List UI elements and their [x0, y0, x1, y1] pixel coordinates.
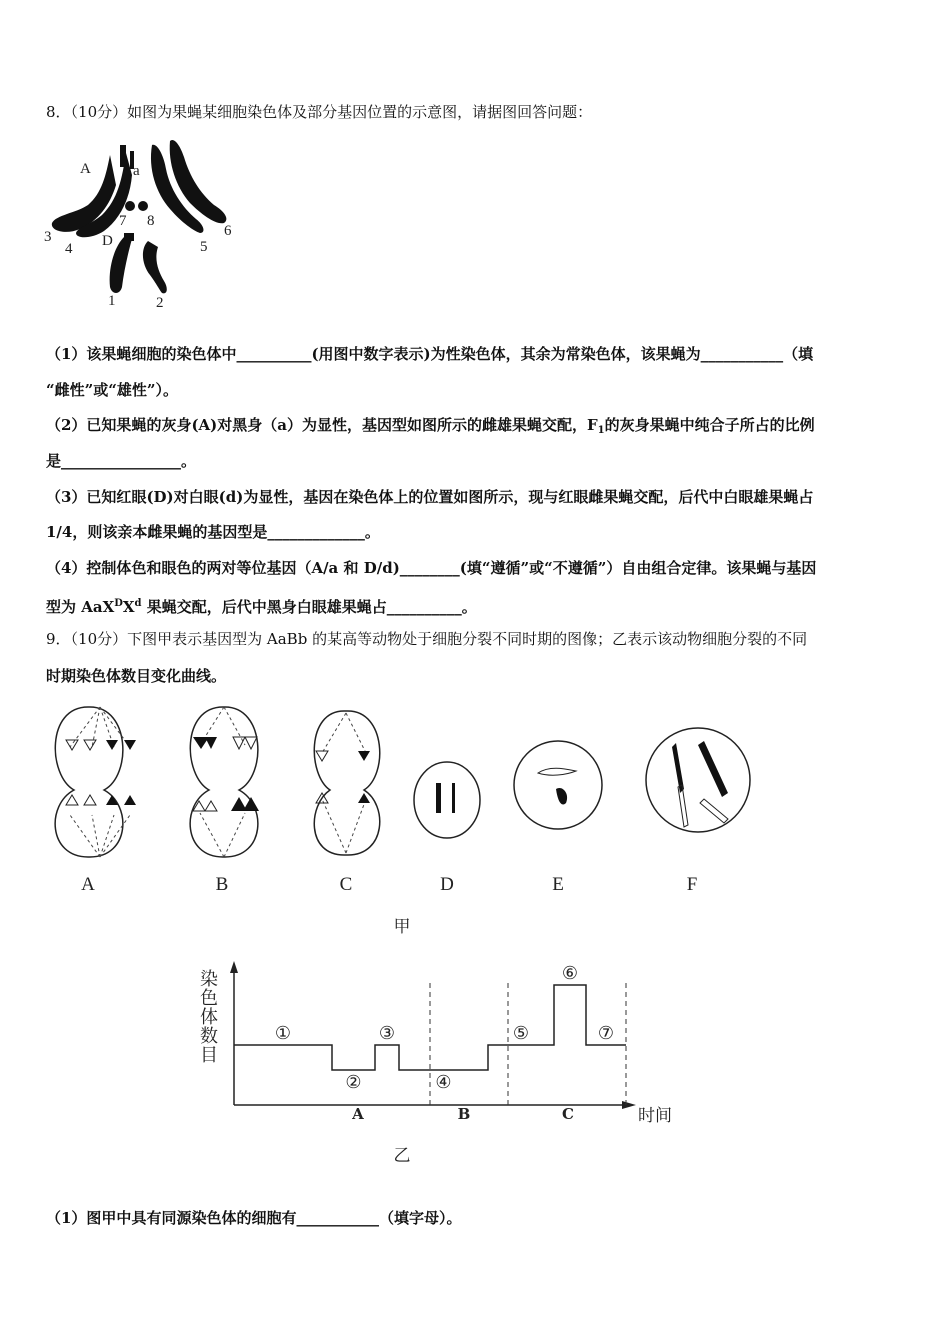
chromosome-count-chart: [190, 955, 710, 1170]
gene-label-a: a: [133, 163, 140, 179]
phase-label-B: B: [457, 1105, 471, 1123]
segment-label: ⑥: [561, 963, 579, 984]
phase-label-C: C: [562, 1105, 574, 1123]
y-axis-label-char: 体: [200, 1007, 218, 1028]
cell-label-B: B: [215, 874, 229, 895]
y-axis-label-char: 数: [200, 1026, 218, 1047]
segment-label: ⑦: [597, 1023, 615, 1044]
q9-part1: （1）图甲中具有同源染色体的细胞有___________（填字母）。: [46, 1209, 462, 1227]
x-axis-arrow: [622, 1101, 636, 1109]
cell-F: [646, 728, 750, 832]
cell-label-A: A: [81, 874, 95, 895]
segment-label: ⑤: [512, 1023, 530, 1044]
label-7: 7: [119, 213, 127, 229]
q8-part4-line2: 型为 $AaX^DX^d$ 果蝇交配，后代中黑身白眼雄果蝇占__________。: [46, 598, 477, 616]
y-axis-label-char: 染: [200, 969, 218, 990]
cell-C: [314, 711, 379, 855]
y-axis-label-char: 色: [200, 988, 218, 1009]
q8-part2-line2: 是________________。: [46, 452, 197, 470]
chromosome-1: [110, 237, 132, 293]
q8-part2-line1: （2）已知果蝇的灰身(A)对黑身（a）为显性，基因型如图所示的雌雄果蝇交配，$F_1$的灰身果蝇中纯合子所占的比例: [46, 416, 815, 436]
segment-label: ③: [378, 1023, 396, 1044]
q8-part1-line2: “雌性”或“雄性”）。: [46, 381, 179, 399]
cell-label-E: E: [552, 874, 564, 895]
segment-label: ②: [345, 1072, 362, 1093]
figure-caption-jia: 甲: [393, 917, 411, 937]
q8-part1-line1: （1）该果蝇细胞的染色体中__________(用图中数字表示)为性染色体，其余为常染色体，该果蝇为___________（填: [46, 345, 814, 363]
gene-label-A: A: [80, 161, 91, 177]
cell-figure-jia: [40, 695, 770, 945]
cell-label-F: F: [686, 874, 698, 895]
label-1: 1: [108, 293, 116, 309]
q8-intro: 8．（10分）如图为果蝇某细胞染色体及部分基因位置的示意图，请据图回答问题：: [46, 103, 593, 121]
segment-label: ④: [435, 1072, 452, 1093]
figure-caption-yi: 乙: [393, 1146, 411, 1166]
chromosome-7: [125, 201, 135, 211]
q8-part3-line1: （3）已知红眼(D)对白眼(d)为显性，基因在染色体上的位置如图所示，现与红眼雌果蝇交配，后代中白眼雄果蝇占: [46, 488, 814, 506]
label-6: 6: [224, 223, 232, 239]
segment-label: ①: [274, 1023, 292, 1044]
q8-part3-line2: 1/4，则该亲本雌果蝇的基因型是_____________。: [46, 523, 380, 541]
gene-label-D: D: [102, 233, 113, 249]
phase-label-A: A: [352, 1105, 364, 1123]
label-2: 2: [156, 295, 164, 311]
chromosome-8: [138, 201, 148, 211]
label-8: 8: [147, 213, 155, 229]
cell-label-D: D: [440, 874, 454, 895]
label-3: 3: [44, 229, 52, 245]
cell-B: [190, 707, 259, 857]
cell-D: [414, 762, 480, 838]
label-5: 5: [200, 239, 208, 255]
q9-intro-line2: 时期染色体数目变化曲线。: [46, 667, 227, 685]
cell-label-C: C: [339, 874, 353, 895]
x-axis-label: 时间: [638, 1106, 672, 1126]
y-axis-label: [200, 969, 218, 1066]
y-axis-arrow: [230, 961, 238, 973]
cell-E: [514, 741, 602, 829]
cell-A: [40, 695, 136, 857]
chromosome-2: [143, 241, 167, 293]
chromosome-figure: [40, 135, 240, 313]
label-4: 4: [65, 241, 73, 257]
q9-intro-line1: 9．（10分）下图甲表示基因型为 AaBb 的某高等动物处于细胞分裂不同时期的图像；乙表示该动物细胞分裂的不同: [46, 630, 808, 648]
y-axis-label-char: 目: [200, 1045, 218, 1066]
q8-part4-line1: （4）控制体色和眼色的两对等位基因（A/a 和 D/d)________(填“遵循”或“不遵循”）自由组合定律。该果蝇与基因: [46, 559, 817, 577]
